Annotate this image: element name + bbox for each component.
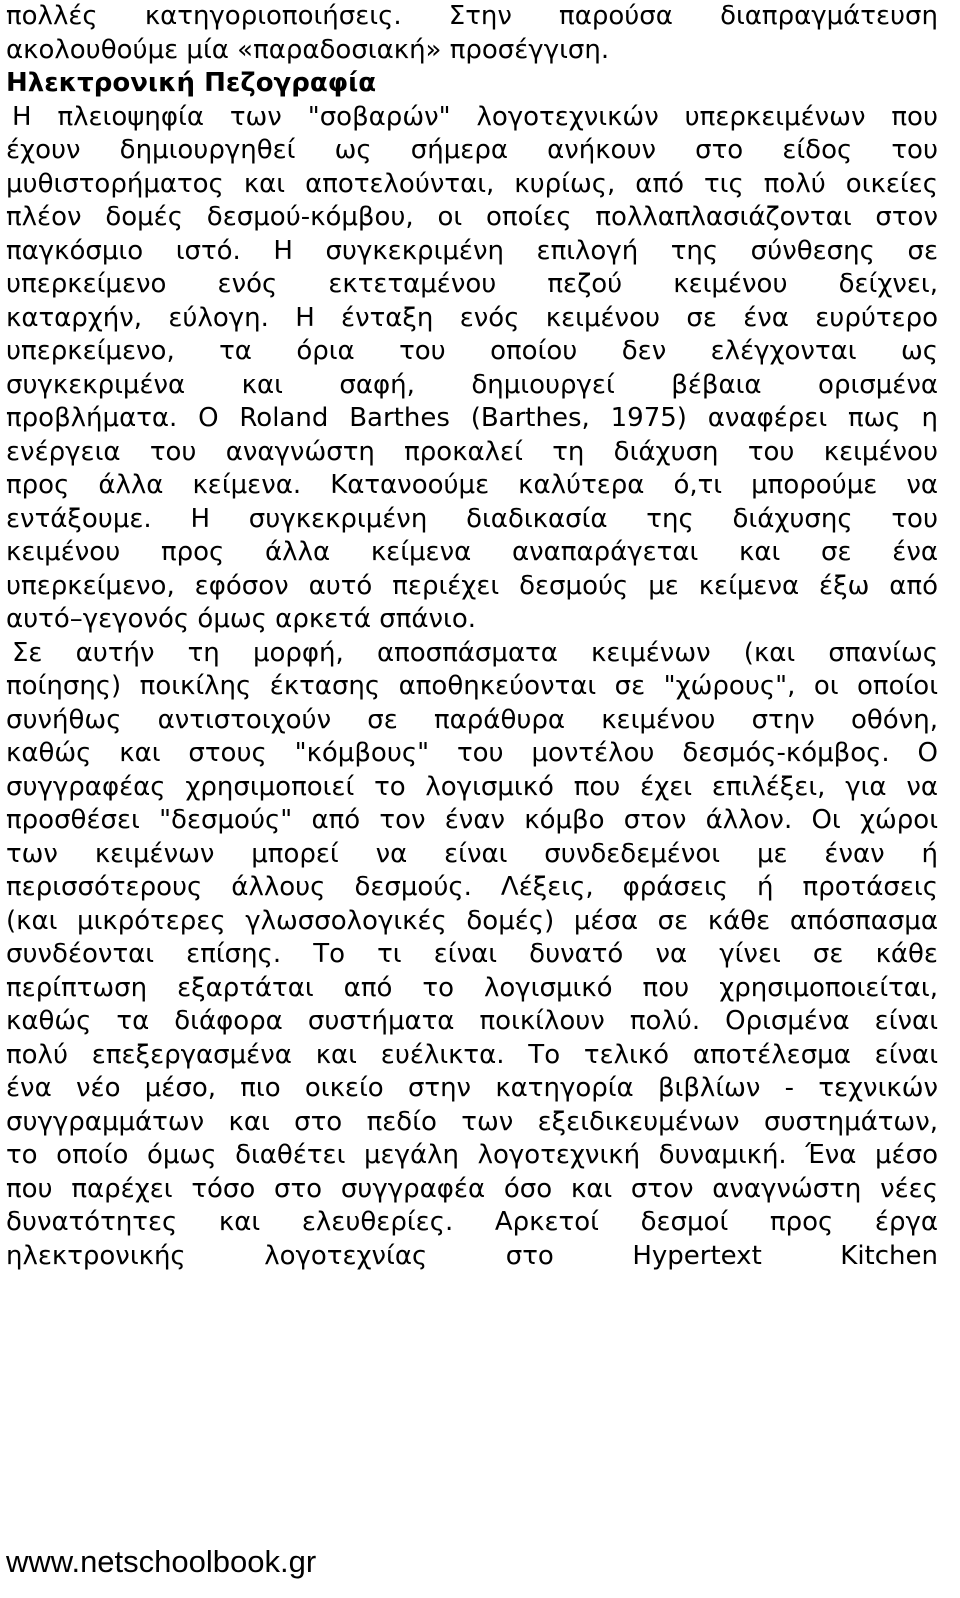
text-line: Σε αυτήν τη μορφή, αποσπάσματα κειμένων (και σπανίως [12,637,938,668]
text-line: συγγραφέας χρησιμοποιεί το λογισμικό που έχει επιλέξει, για να [6,771,938,802]
text-line: καθώς τα διάφορα συστήματα ποικίλουν πολύ. Ορισμένα είναι [6,1006,938,1036]
text-line: των κειμένων μπορεί να είναι συνδεδεμένοι με έναν ή [6,838,938,869]
text-line: μυθιστορήματος και αποτελούνται, κυρίως, από τις πολύ οικείες [6,168,938,199]
text-line: προβλήματα. Ο Roland Barthes (Barthes, 1975) αναφέρει πως η [6,403,938,433]
text-line: Η πλειοψηφία των "σοβαρών" λογοτεχνικών υπερκειμένων που [12,101,938,132]
text-line: ποίησης) ποικίλης έκτασης αποθηκεύονται σε "χώρους", οι οποίοι [6,671,938,701]
footer-url: www.netschoolbook.gr [6,1544,317,1579]
text-line: ένα νέο μέσο, πιο οικείο στην κατηγορία βιβλίων - τεχνικών [6,1073,938,1103]
text-line: συγγραμμάτων και στο πεδίο των εξειδικευμένων συστημάτων, [6,1106,938,1137]
text-line: εντάξουμε. Η συγκεκριμένη διαδικασία της διάχυσης του [6,503,938,534]
text-line: που παρέχει τόσο στο συγγραφέα όσο και στον αναγνώστη νέες [6,1173,938,1204]
text-line: ηλεκτρονικής λογοτεχνίας στο Hypertext Kitchen [6,1240,938,1271]
document-body [6,0,938,1273]
text-line: δυνατότητες και ελευθερίες. Αρκετοί δεσμοί προς έργα [6,1207,938,1237]
text-line: παγκόσμιο ιστό. Η συγκεκριμένη επιλογή της σύνθεσης σε [6,235,938,266]
text-line: συνδέονται επίσης. Το τι είναι δυνατό να γίνει σε κάθε [6,939,938,969]
text-line: καταρχήν, εύλογη. Η ένταξη ενός κειμένου σε ένα ευρύτερο [6,302,938,333]
text-line: καθώς και στους "κόμβους" του μοντέλου δεσμός-κόμβος. Ο [6,738,938,768]
text-line: ακολουθούμε μία «παραδοσιακή» προσέγγιση. [6,34,610,65]
section-heading: Ηλεκτρονική Πεζογραφία [6,68,377,98]
text-line: περισσότερους άλλους δεσμούς. Λέξεις, φράσεις ή προτάσεις [6,872,938,902]
text-line: ενέργεια του αναγνώστη προκαλεί τη διάχυση του κειμένου [6,436,938,467]
text-line: έχουν δημιουργηθεί ως σήμερα ανήκουν στο είδος του [6,135,938,165]
text-line: υπερκείμενο ενός εκτεταμένου πεζού κειμένου δείχνει, [6,269,938,299]
text-line: (και μικρότερες γλωσσολογικές δομές) μέσα σε κάθε απόσπασμα [6,905,938,936]
text-line: προσθέσει "δεσμούς" από τον έναν κόμβο στον άλλον. Οι χώροι [6,805,938,835]
text-line: πολλές κατηγοριοποιήσεις. Στην παρούσα διαπραγμάτευση [6,1,938,31]
text-line: υπερκείμενο, τα όρια του οποίου δεν ελέγχονται ως [6,336,938,366]
text-line: πλέον δομές δεσμού-κόμβου, οι οποίες πολλαπλασιάζονται στον [6,202,938,232]
text-line: συνήθως αντιστοιχούν σε παράθυρα κειμένου στην οθόνη, [6,704,938,735]
text-line: προς άλλα κείμενα. Κατανοούμε καλύτερα ό,τι μπορούμε να [6,470,938,500]
text-line: υπερκείμενο, εφόσον αυτό περιέχει δεσμούς με κείμενα έξω από [6,570,938,601]
text-line: αυτό–γεγονός όμως αρκετά σπάνιο. [6,604,477,634]
text-line: περίπτωση εξαρτάται από το λογισμικό που χρησιμοποιείται, [6,972,938,1003]
text-line: το οποίο όμως διαθέτει μεγάλη λογοτεχνική δυναμική. Ένα μέσο [6,1140,938,1170]
text-line: συγκεκριμένα και σαφή, δημιουργεί βέβαια ορισμένα [6,369,938,400]
text-line: πολύ επεξεργασμένα και ευέλικτα. Το τελικό αποτέλεσμα είναι [6,1039,938,1070]
text-line: κειμένου προς άλλα κείμενα αναπαράγεται και σε ένα [6,537,938,567]
